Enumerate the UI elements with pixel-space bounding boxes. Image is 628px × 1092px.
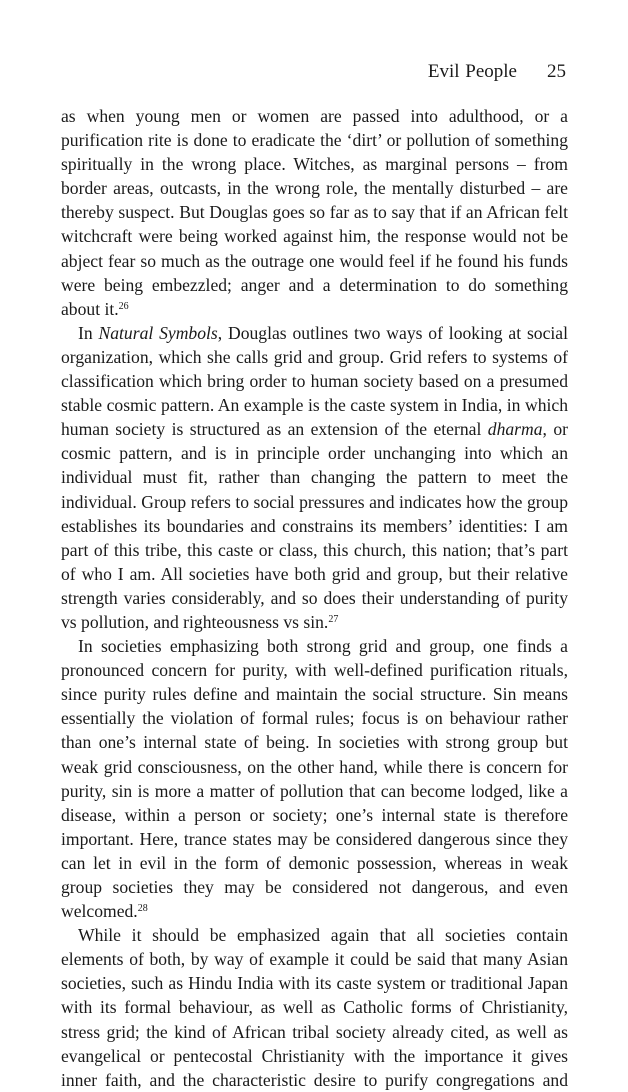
running-title: Evil People xyxy=(427,61,517,82)
paragraph-text: , or cosmic pattern, and is in principle order unchanging into which an individual must fit, rather than changing the pattern to meet the individual. Group refers to social pressures and indicates how the group establishes its boundaries and constrains its members’ identities: I am part of this tribe, this caste or class, this church, this nation; that’s part of who I am. All societies have both grid and group, but their relative strength varies considerably, and so does their understanding of purity vs pollution, and righteousness vs sin. xyxy=(61,419,568,632)
paragraph-text: as when young men or women are passed into adulthood, or a purification rite is done to eradicate the ‘dirt’ or pollution of something spiritually in the wrong place. Witches, as marginal persons – from border areas, outcasts, in the wrong role, the mentally disturbed – are thereby suspect. But Douglas goes so far as to say that if an African felt witchcraft were being worked against him, the response would not be abject fear so much as the outrage one would feel if he found his funds were being embezzled; anger and a determination to do something about it. xyxy=(61,106,568,319)
footnote-marker: 26 xyxy=(118,300,129,312)
italic-term: dharma xyxy=(487,419,543,440)
footnote-marker: 28 xyxy=(137,903,148,915)
italic-term: Natural Symbols xyxy=(98,322,218,343)
paragraph-text: In xyxy=(78,322,99,343)
paragraph xyxy=(61,104,568,321)
paragraph-text: While it should be emphasized again that all societies contain elements of both, by way of example it could be said that many Asian societies, such as Hindu India with its caste system or traditional Japan with its formal behaviour, as well as Catholic forms of Christianity, stress grid; the kind of African tribal society already cited, as well as evangelical or pentecostal Christianity with the importance it gives inner faith, and the characteristic desire to purify congregations and xyxy=(61,925,568,1090)
running-head xyxy=(428,60,566,84)
footnote-marker: 27 xyxy=(328,613,339,625)
body-text xyxy=(61,104,568,1092)
paragraph xyxy=(61,923,568,1092)
paragraph xyxy=(61,634,568,923)
page-number: 25 xyxy=(547,61,566,82)
paragraph-text: , Douglas outlines two ways of looking at social organization, which she calls grid and group. Grid refers to systems of classification which bring order to human society based on a presumed stable cosmic pattern. An example is the caste system in India, in which human society is structured as an extension of the eternal xyxy=(61,322,569,440)
paragraph-text: In societies emphasizing both strong grid and group, one finds a pronounced concern for purity, with well-defined purification rituals, since purity rules define and maintain the social structure. Sin means essentially the violation of formal rules; focus is on behaviour rather than one’s internal state of being. In societies with strong group but weak grid consciousness, on the other hand, while there is concern for purity, sin is more a matter of pollution that can become lodged, like a disease, within a person or society; one’s internal state is therefore important. Here, trance states may be considered dangerous since they can let in evil in the form of demonic possession, whereas in weak group societies they may be considered not dangerous, and even welcomed. xyxy=(61,636,568,922)
paragraph xyxy=(61,321,568,634)
